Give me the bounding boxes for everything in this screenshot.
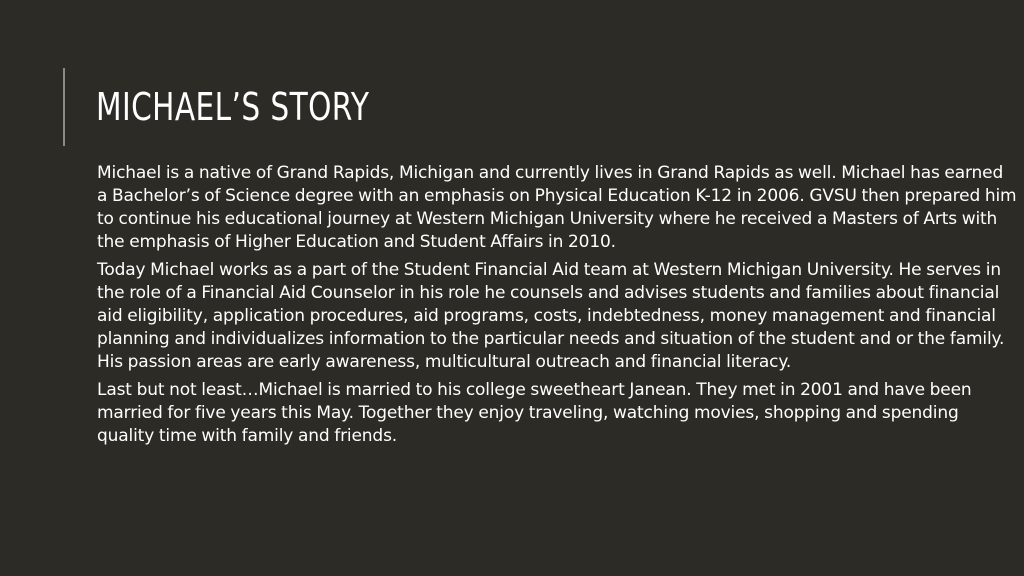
paragraph-personal: Last but not least…Michael is married to his college sweetheart Janean. They met in 2001 and have been married for five years this May. Together they enjoy traveling, watching movies, shopping and spending quality time with family and friends. — [97, 380, 972, 446]
paragraph-career: Today Michael works as a part of the Student Financial Aid team at Western Michigan University. He serves in the role of a Financial Aid Counselor in his role he counsels and advises students and families about financial aid eligibility, application procedures, aid programs, costs, indebtedness, money management and financial planning and individualizes information to the particular needs and situation of the student and or the family. His passion areas are early awareness, multicultural outreach and financial literacy. — [97, 260, 1005, 372]
title-accent-bar — [63, 68, 65, 146]
paragraph-background: Michael is a native of Grand Rapids, Michigan and currently lives in Grand Rapids as well. Michael has earned a Bachelor’s of Science degree with an emphasis on Physical Education K-12 in 2006. GVSU then prepared him to continue his educational journey at Western Michigan University where he received a Masters of Arts with the emphasis of Higher Education and Student Affairs in 2010. — [97, 163, 1017, 252]
slide-body — [97, 162, 1017, 453]
slide-title: MICHAEL’S STORY — [96, 85, 370, 129]
